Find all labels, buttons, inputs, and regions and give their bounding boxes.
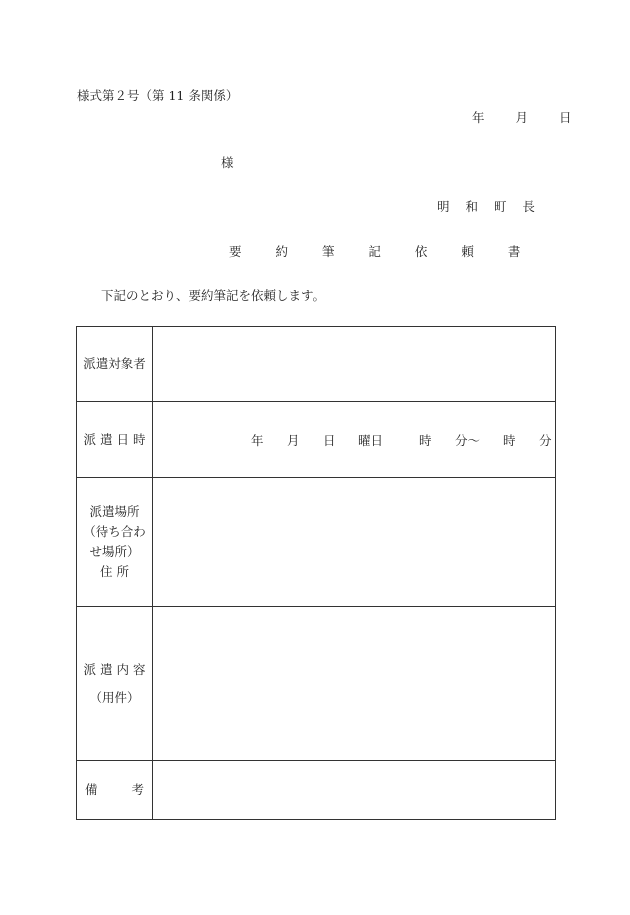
place-label-line: せ場所） <box>89 544 140 559</box>
issuer: 明 和 町 長 <box>437 199 541 214</box>
place-label-line: （待ち合わ <box>83 524 146 539</box>
form-number: 様式第２号（第 11 条関係） <box>77 88 239 103</box>
content-label-sub: （用件） <box>89 689 140 705</box>
dt-minute-start: 分～ <box>455 432 481 448</box>
remarks-label-char: 考 <box>131 782 144 797</box>
date-line <box>472 108 572 126</box>
remarks-label-char: 備 <box>85 782 98 797</box>
dt-hour-end: 時 <box>503 432 516 448</box>
dt-minute-end: 分 <box>539 432 552 448</box>
table-row-remarks <box>77 761 556 820</box>
address-label-char: 住 <box>99 564 113 579</box>
dt-weekday: 曜日 <box>358 432 384 448</box>
target-field[interactable] <box>153 327 556 402</box>
remarks-label-text <box>77 780 152 800</box>
table-row-place <box>77 478 556 607</box>
date-day: 日 <box>559 110 572 125</box>
remarks-label <box>77 761 153 820</box>
addressee-suffix: 様 <box>221 155 234 170</box>
dt-month: 月 <box>287 432 300 448</box>
remarks-field[interactable] <box>153 761 556 820</box>
request-form-table <box>76 326 556 820</box>
table-row-target <box>77 327 556 402</box>
address-label-char: 所 <box>116 564 129 579</box>
place-field[interactable] <box>153 478 556 607</box>
datetime-label: 派 遣 日 時 <box>77 402 153 478</box>
target-label: 派遣対象者 <box>77 327 153 402</box>
intro-text: 下記のとおり、要約筆記を依頼します。 <box>101 288 326 303</box>
place-label <box>77 478 153 607</box>
datetime-field[interactable] <box>153 402 556 478</box>
dt-year: 年 <box>251 432 264 448</box>
dt-day: 日 <box>323 432 336 448</box>
document-title: 要 約 筆 記 依 頼 書 <box>229 244 536 259</box>
table-row-content <box>77 607 556 761</box>
date-year: 年 <box>472 110 485 125</box>
content-field[interactable] <box>153 607 556 761</box>
table-row-datetime <box>77 402 556 478</box>
date-month: 月 <box>515 110 529 125</box>
dt-hour-start: 時 <box>419 432 432 448</box>
place-label-line: 派遣場所 <box>89 504 140 519</box>
address-label <box>77 562 152 582</box>
content-label-main: 派 遣 内 容 <box>83 661 146 677</box>
content-label <box>77 607 153 761</box>
